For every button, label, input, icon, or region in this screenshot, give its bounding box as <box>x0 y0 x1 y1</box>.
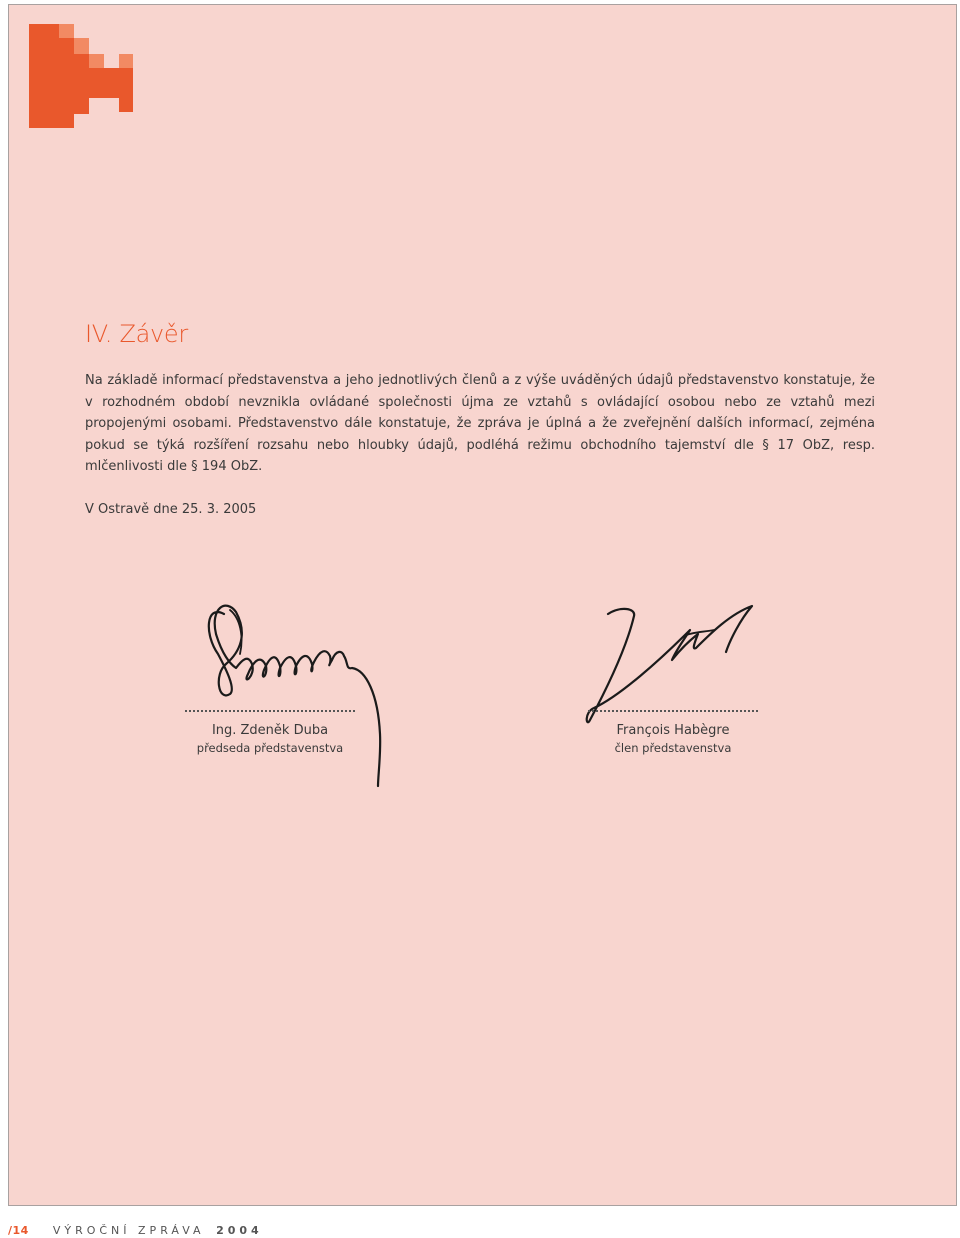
signatory-name: Ing. Zdeněk Duba <box>211 723 329 738</box>
place-and-date: V Ostravě dne 25. 3. 2005 <box>85 502 257 517</box>
signatory-1 <box>185 710 355 757</box>
signatory-name: François Habègre <box>616 723 730 738</box>
signatory-2 <box>588 710 758 757</box>
company-logo-icon <box>29 24 135 130</box>
signature-duba <box>196 594 396 794</box>
section-title: IV. Závěr <box>85 320 188 348</box>
signature-line <box>588 710 758 712</box>
page-footer <box>8 1224 263 1237</box>
report-year: 2004 <box>216 1224 263 1237</box>
report-label: VÝROČNÍ ZPRÁVA <box>52 1224 205 1237</box>
signature-line <box>185 710 355 712</box>
page-panel <box>8 4 957 1206</box>
signatory-role: předseda představenstva <box>196 741 344 755</box>
signatory-role: člen představenstva <box>614 741 732 755</box>
page-number: /14 <box>8 1224 29 1237</box>
conclusion-paragraph: Na základě informací představenstva a jeho jednotlivých členů a z výše uváděných údajů představenstvo konstatuje, že v rozhodném období nevznikla ovládané společnosti újma ze vztahů s ovládající osobou nebo ze vztahů mezi propojenými osobami. Představenstvo dále konstatuje, že zpráva je úplná a že zveřejnění dalších informací, zejména pokud se týká rozšíření rozsahu nebo hloubky údajů, podléhá režimu obchodního tajemství dle § 17 ObZ, resp. mlčenlivosti dle § 194 ObZ. <box>85 373 875 474</box>
